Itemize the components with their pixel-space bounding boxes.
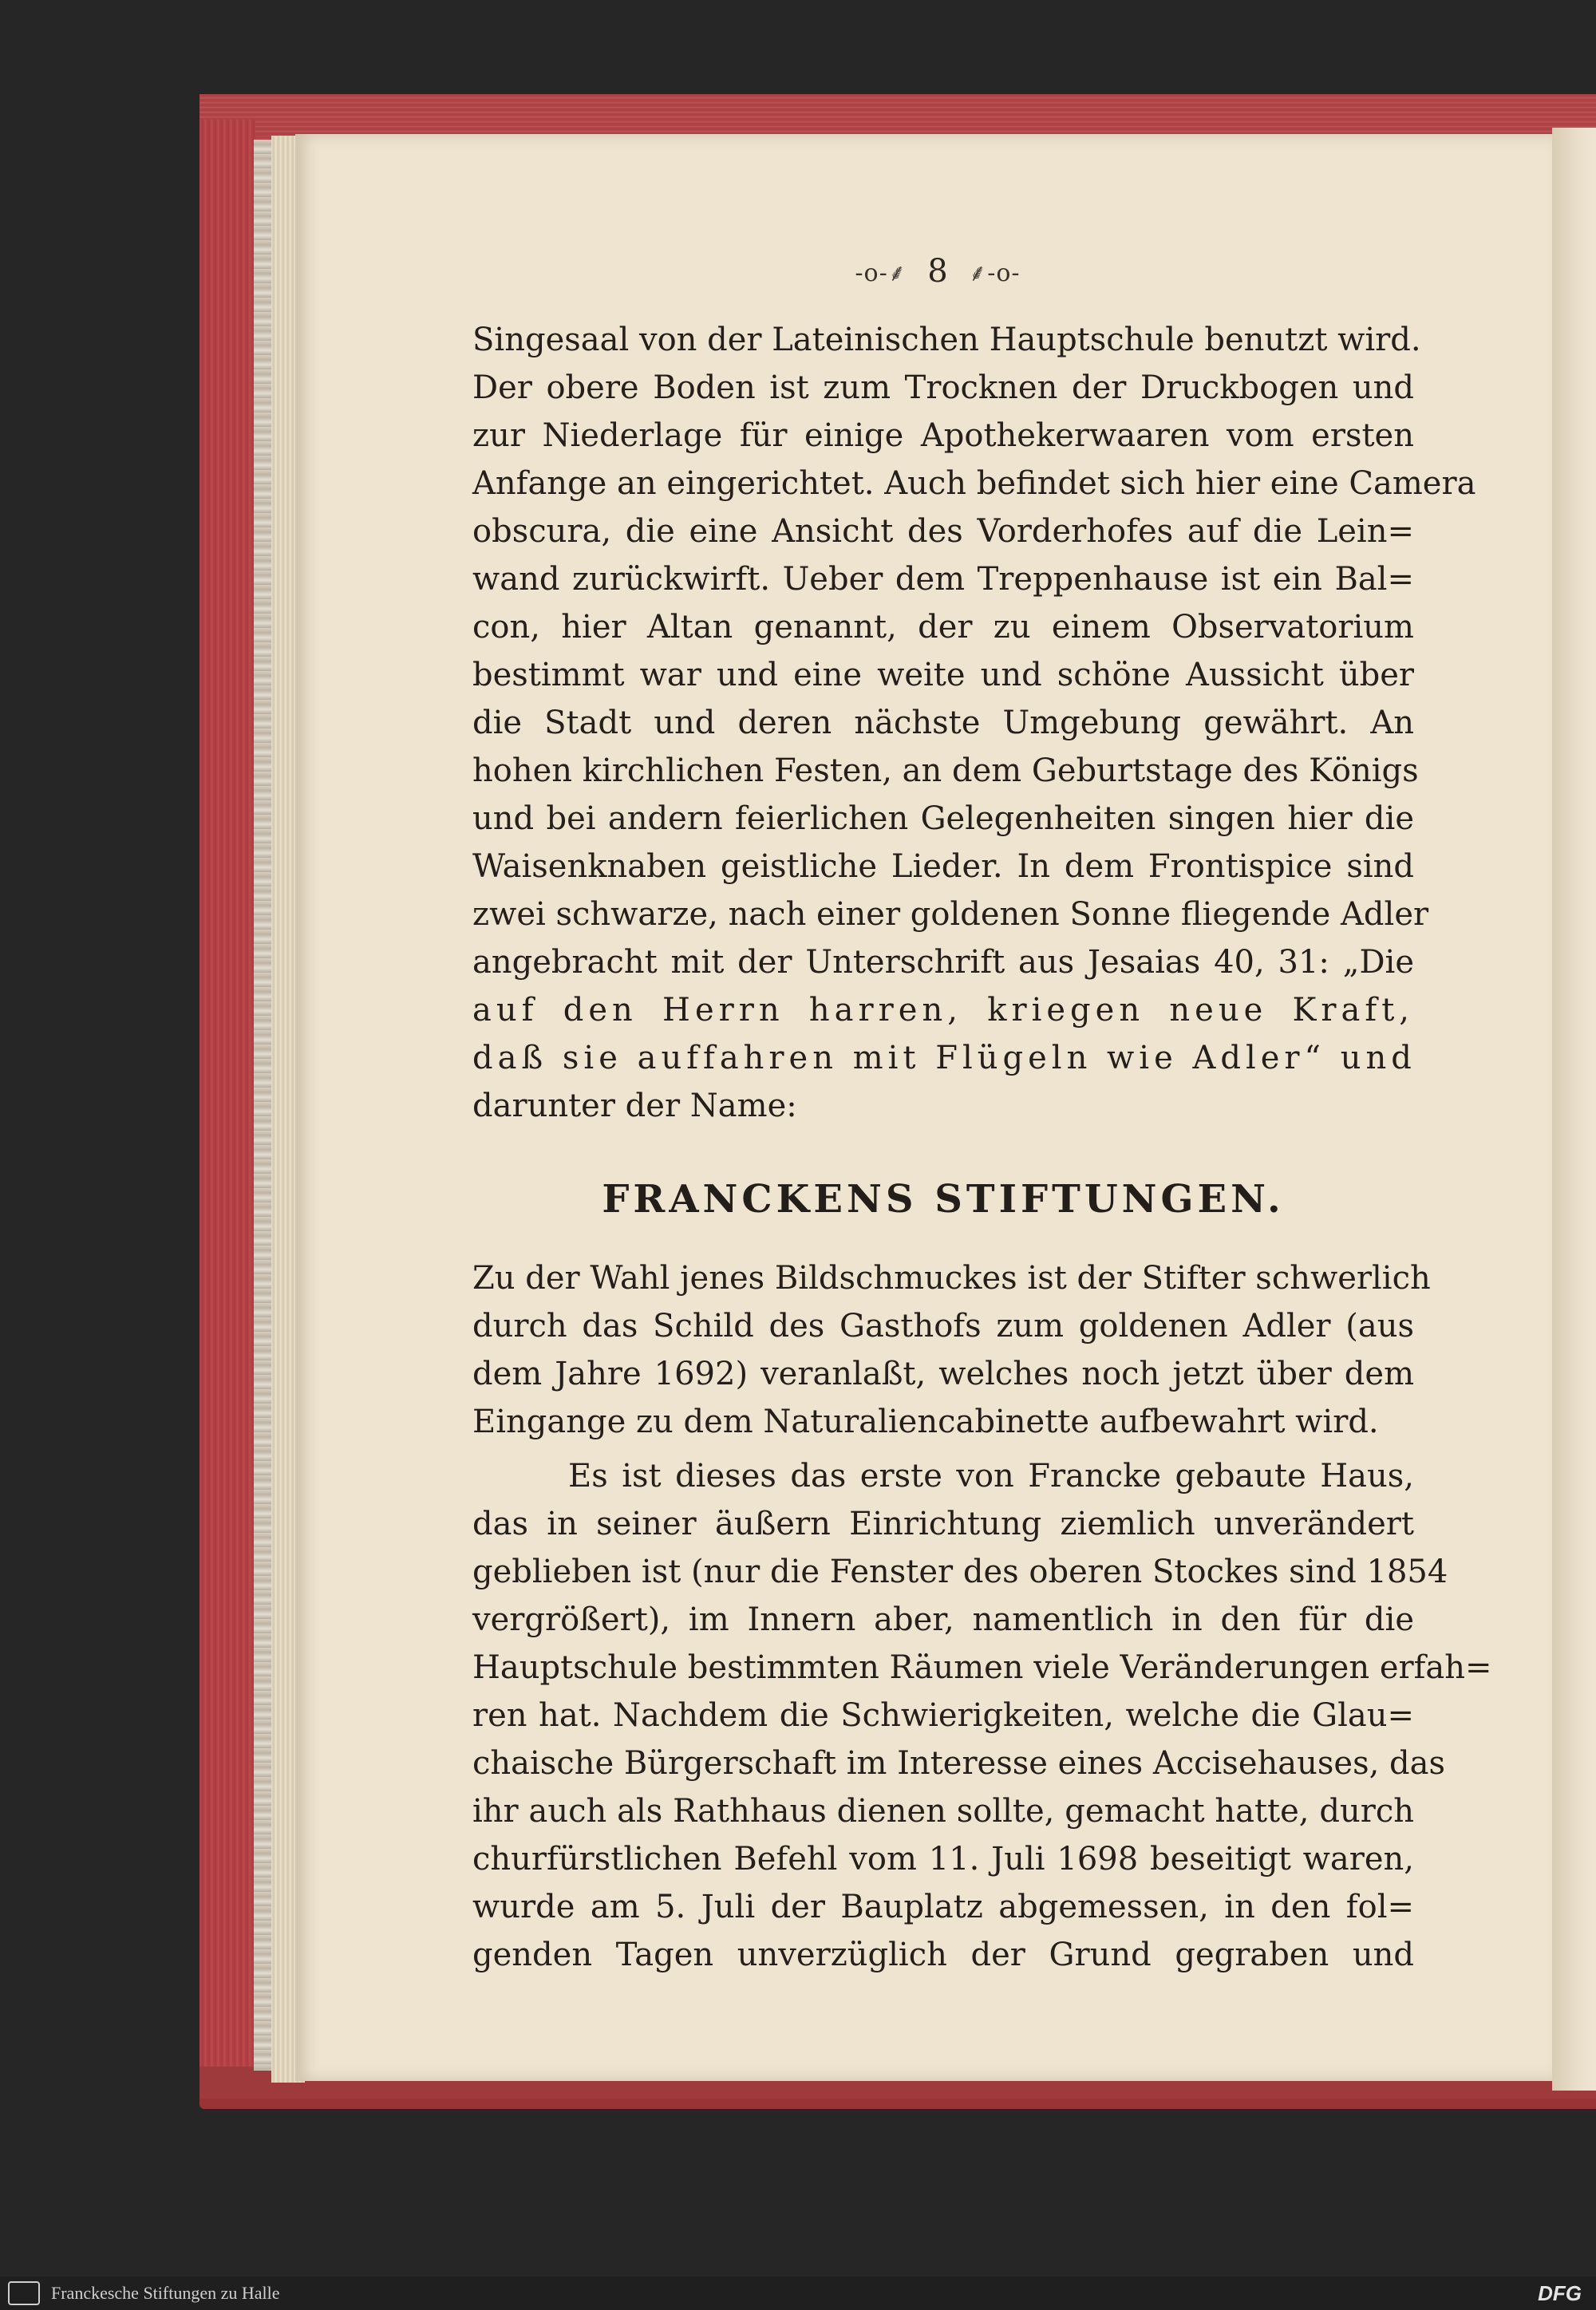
section-heading: FRANCKENS STIFTUNGEN. — [602, 1177, 1285, 1222]
text-line: zwei schwarze, nach einer goldenen Sonne fliegende Adler — [472, 896, 1429, 933]
text-line: Zu der Wahl jenes Bildschmuckes ist der Stifter schwerlich — [472, 1260, 1431, 1297]
ornament-right-icon: ⸙-o- — [968, 259, 1021, 287]
text-line-spaced: auf den Herrn harren, kriegen neue Kraft, — [472, 992, 1414, 1029]
text-line: die Stadt und deren nächste Umgebung gewährt. An — [472, 705, 1414, 741]
text-line: wand zurückwirft. Ueber dem Treppenhause ist ein Bal= — [472, 561, 1414, 598]
cover-spine — [200, 120, 255, 2091]
text-line: Singesaal von der Lateinischen Hauptschule benutzt wird. — [472, 322, 1421, 358]
institution-logo-icon — [8, 2281, 40, 2305]
text-line: geblieben ist (nur die Fenster des oberen Stockes sind 1854 — [472, 1554, 1448, 1590]
dfg-logo: DFG — [1538, 2280, 1582, 2305]
text-line: vergrößert), im Innern aber, namentlich in den für die — [472, 1601, 1414, 1638]
text-line: Es ist dieses das erste von Francke gebaute Haus, — [568, 1458, 1414, 1495]
ornament-left-icon: -o-⸙ — [855, 259, 907, 287]
text-line: Eingange zu dem Naturaliencabinette aufbewahrt wird. — [472, 1404, 1379, 1440]
text-line: wurde am 5. Juli der Bauplatz abgemessen, in den fol= — [472, 1889, 1414, 1925]
text-line: angebracht mit der Unterschrift aus Jesaias 40, 31: „Die — [472, 944, 1414, 981]
page-header — [479, 247, 1396, 295]
text-line: durch das Schild des Gasthofs zum goldenen Adler (aus — [472, 1308, 1414, 1345]
cover-top-edge — [200, 94, 1596, 136]
page-number: 8 — [927, 253, 948, 290]
text-line: con, hier Altan genannt, der zu einem Observatorium — [472, 609, 1414, 646]
text-line: chaische Bürgerschaft im Interesse eines Accisehauses, das — [472, 1745, 1446, 1782]
text-line: ren hat. Nachdem die Schwierigkeiten, welche die Glau= — [472, 1697, 1414, 1734]
paragraph-3 — [472, 1452, 1492, 1979]
facing-page-edge — [1552, 128, 1596, 2091]
text-line: ihr auch als Rathhaus dienen sollte, gemacht hatte, durch — [472, 1793, 1414, 1830]
institution-name: Franckesche Stiftungen zu Halle — [51, 2283, 280, 2303]
text-line: bestimmt war und eine weite und schöne Aussicht über — [472, 657, 1414, 693]
viewer-footer — [0, 2276, 1596, 2310]
text-line: Hauptschule bestimmten Räumen viele Veränderungen erfah= — [472, 1649, 1492, 1686]
text-line: genden Tagen unverzüglich der Grund gegraben und — [472, 1937, 1414, 1973]
text-line: churfürstlichen Befehl vom 11. Juli 1698 beseitigt waren, — [472, 1841, 1414, 1878]
text-line: hohen kirchlichen Festen, an dem Geburtstage des Königs — [472, 752, 1419, 789]
text-line: Waisenknaben geistliche Lieder. In dem Frontispice sind — [472, 848, 1414, 885]
text-line: das in seiner äußern Einrichtung ziemlich unverändert — [472, 1506, 1414, 1542]
paragraph-2 — [472, 1254, 1431, 1446]
paragraph-1 — [472, 316, 1476, 1130]
text-line-spaced: daß sie auffahren mit Flügeln wie Adler“ und — [472, 1040, 1416, 1076]
text-line: obscura, die eine Ansicht des Vorderhofes auf die Lein= — [472, 513, 1414, 550]
text-line: zur Niederlage für einige Apothekerwaaren vom ersten — [472, 417, 1414, 454]
text-line: darunter der Name: — [472, 1088, 797, 1124]
text-line: und bei andern feierlichen Gelegenheiten singen hier die — [472, 800, 1414, 837]
text-line: dem Jahre 1692) veranlaßt, welches noch jetzt über dem — [472, 1356, 1414, 1392]
text-line: Der obere Boden ist zum Trocknen der Druckbogen und — [472, 369, 1414, 406]
text-line: Anfange an eingerichtet. Auch befindet sich hier eine Camera — [472, 465, 1476, 502]
